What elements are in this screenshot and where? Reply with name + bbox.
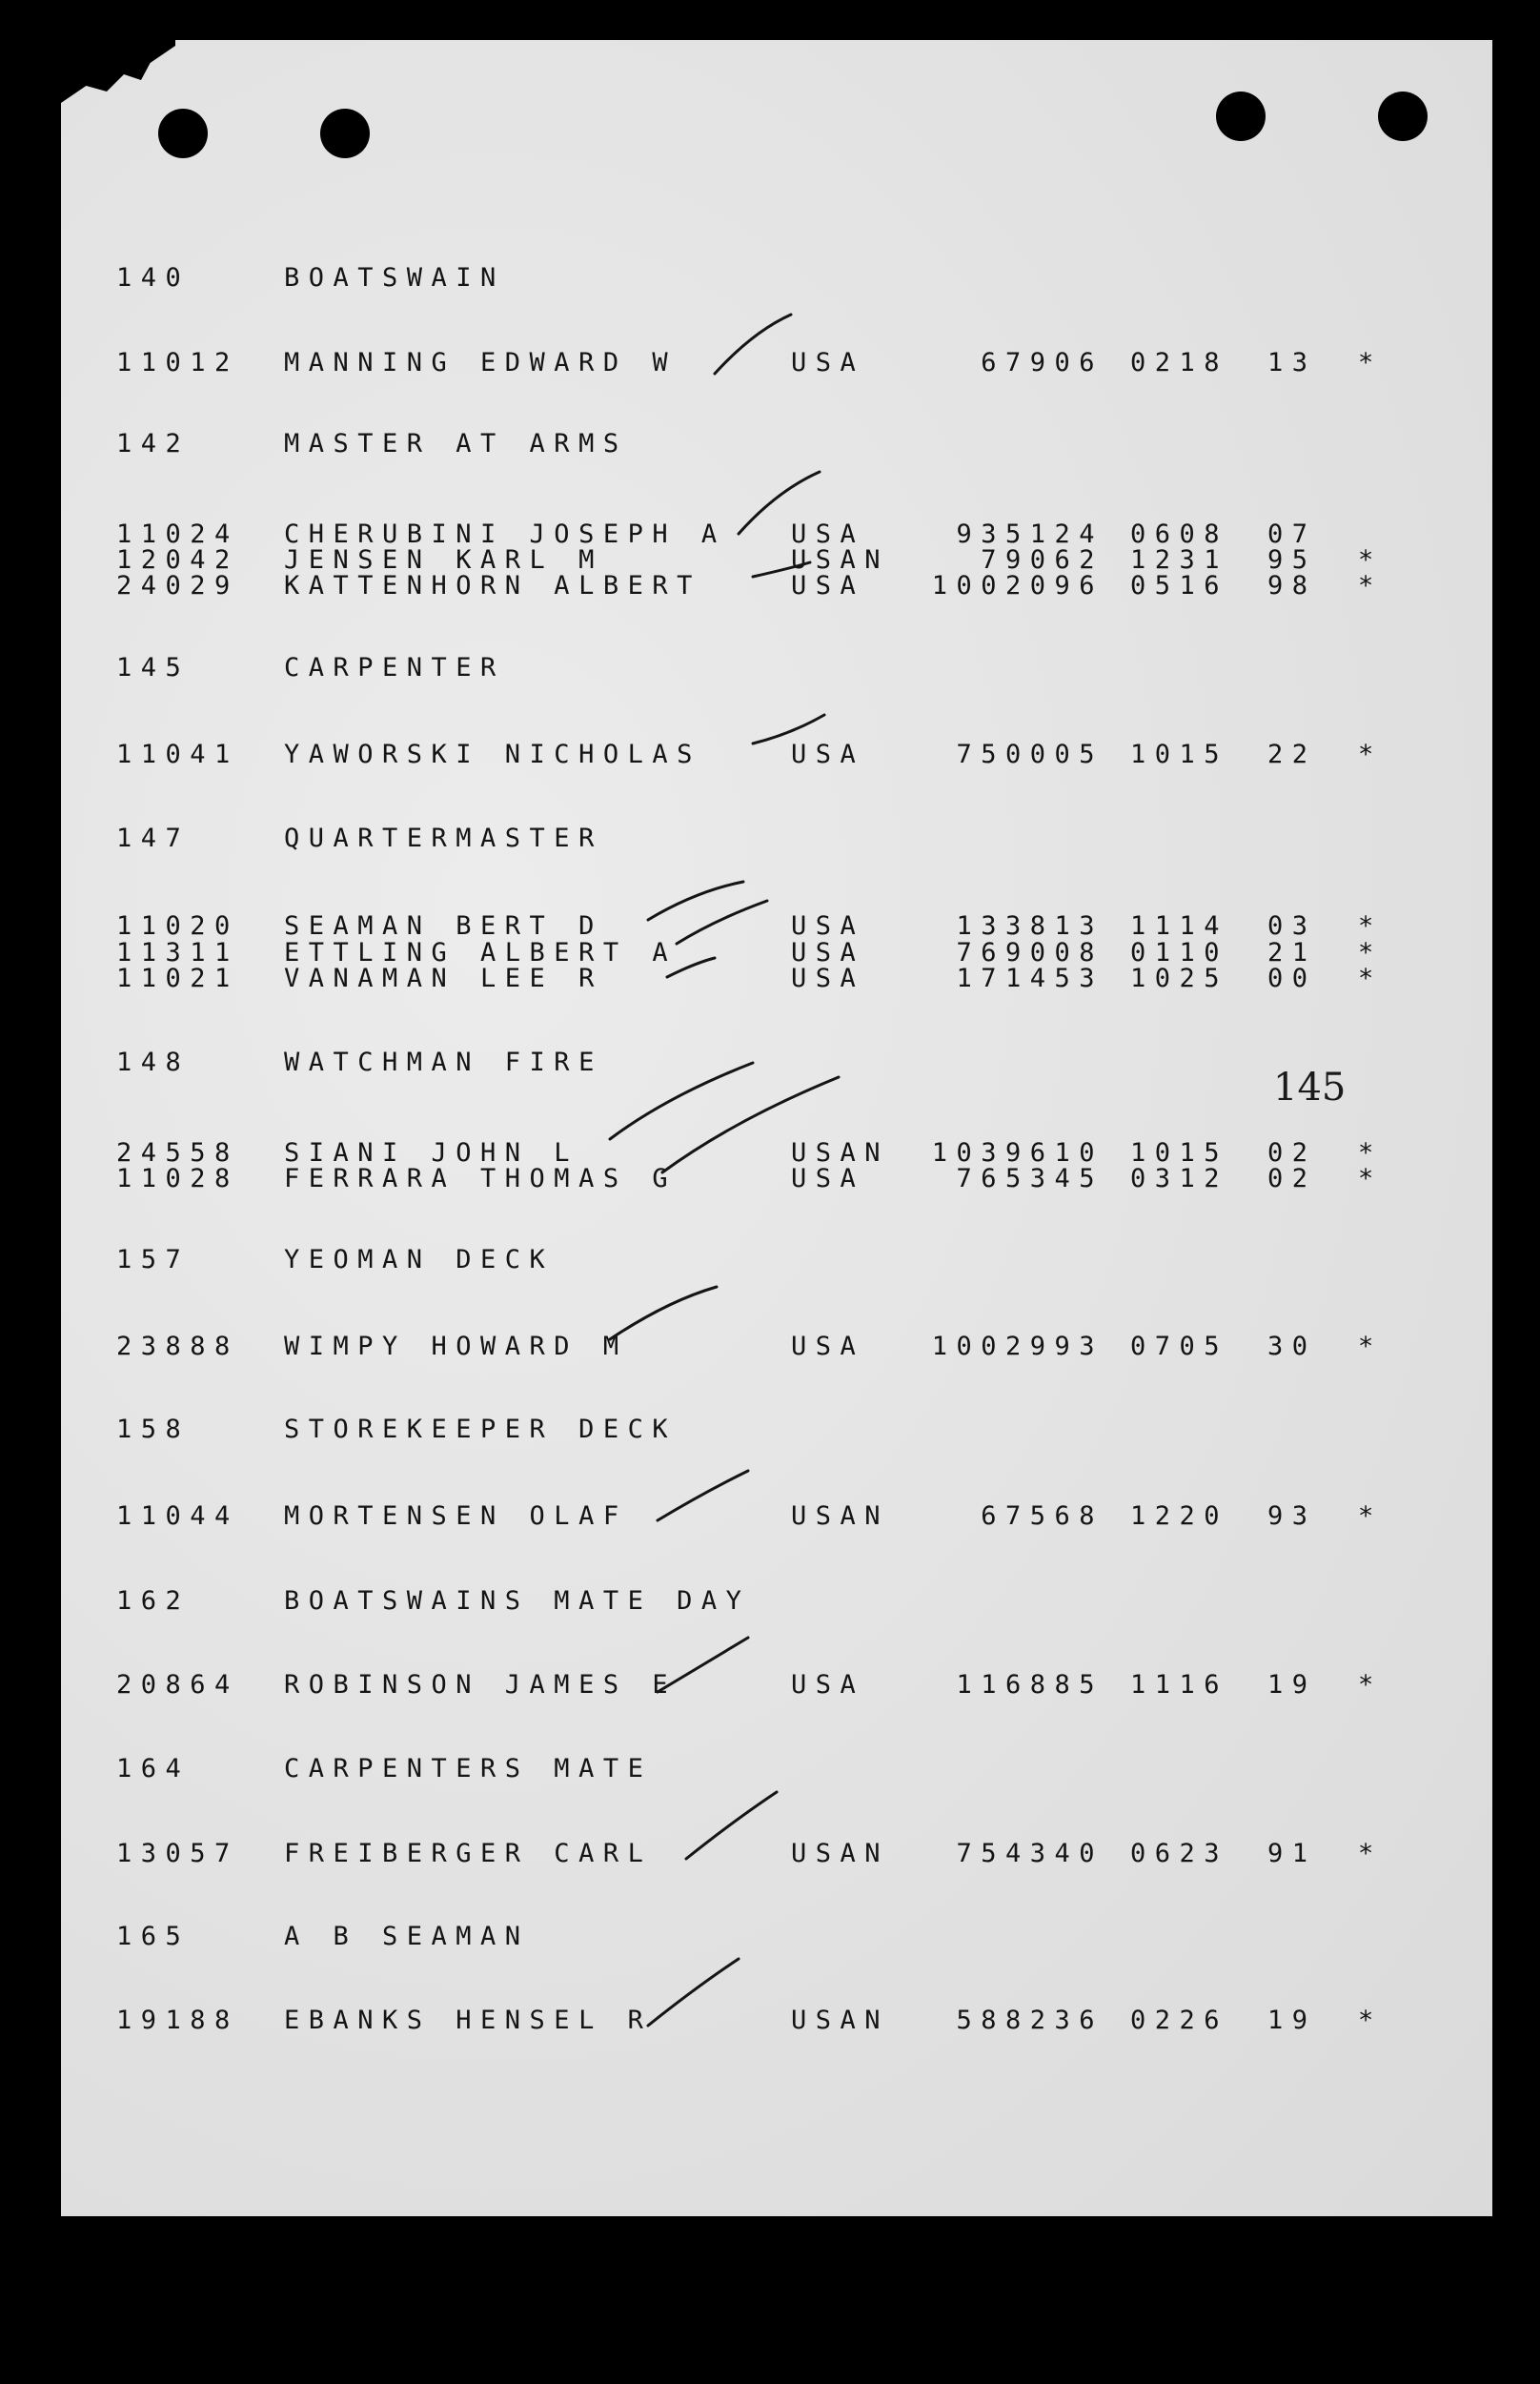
citizenship: USA <box>791 911 865 941</box>
crew-name: EBANKS HENSEL R <box>284 2006 653 2035</box>
asterisk-mark: * <box>1358 1839 1383 1868</box>
crew-name: MANNING EDWARD W <box>284 348 678 377</box>
asterisk-mark: * <box>1358 740 1383 769</box>
asterisk-mark: * <box>1358 938 1383 968</box>
crew-name: MORTENSEN OLAF <box>284 1501 628 1531</box>
date-code: 1015 <box>1130 1138 1229 1168</box>
check-mark <box>753 715 824 744</box>
year-code: 30 <box>1267 1332 1317 1361</box>
citizenship: USA <box>791 964 865 993</box>
certificate-number: 754340 <box>956 1839 1104 1868</box>
date-code: 1015 <box>1130 740 1229 769</box>
asterisk-mark: * <box>1358 1670 1383 1700</box>
citizenship: USAN <box>791 545 890 575</box>
year-code: 02 <box>1267 1138 1317 1168</box>
date-code: 0516 <box>1130 571 1229 601</box>
section-code: 145 <box>116 653 191 683</box>
section-title: A B SEAMAN <box>284 1922 530 1951</box>
handwritten-page-number: 145 <box>1273 1066 1347 1110</box>
section-title: BOATSWAINS MATE DAY <box>284 1586 751 1616</box>
year-code: 07 <box>1267 520 1317 549</box>
crew-id: 24029 <box>116 571 239 601</box>
certificate-number: 769008 <box>956 938 1104 968</box>
asterisk-mark: * <box>1358 545 1383 575</box>
crew-id: 19188 <box>116 2006 239 2035</box>
crew-id: 11044 <box>116 1501 239 1531</box>
certificate-number: 133813 <box>956 911 1104 941</box>
check-mark <box>715 315 791 374</box>
crew-name: SIANI JOHN L <box>284 1138 579 1168</box>
year-code: 22 <box>1267 740 1317 769</box>
citizenship: USA <box>791 1164 865 1193</box>
date-code: 0218 <box>1130 348 1229 377</box>
citizenship: USAN <box>791 1839 890 1868</box>
section-code: 162 <box>116 1586 191 1616</box>
crew-name: YAWORSKI NICHOLAS <box>284 740 701 769</box>
crew-id: 11028 <box>116 1164 239 1193</box>
section-code: 148 <box>116 1048 191 1077</box>
certificate-number: 588236 <box>956 2006 1104 2035</box>
section-code: 164 <box>116 1754 191 1783</box>
section-code: 140 <box>116 263 191 293</box>
crew-name: CHERUBINI JOSEPH A <box>284 520 726 549</box>
section-title: BOATSWAIN <box>284 263 505 293</box>
citizenship: USAN <box>791 1138 890 1168</box>
citizenship: USA <box>791 520 865 549</box>
crew-id: 13057 <box>116 1839 239 1868</box>
asterisk-mark: * <box>1358 911 1383 941</box>
year-code: 91 <box>1267 1839 1317 1868</box>
citizenship: USAN <box>791 2006 890 2035</box>
date-code: 0312 <box>1130 1164 1229 1193</box>
certificate-number: 116885 <box>956 1670 1104 1700</box>
citizenship: USA <box>791 571 865 601</box>
asterisk-mark: * <box>1358 964 1383 993</box>
check-mark <box>667 958 715 977</box>
check-mark <box>686 1792 777 1859</box>
asterisk-mark: * <box>1358 1501 1383 1531</box>
crew-name: WIMPY HOWARD M <box>284 1332 628 1361</box>
crew-name: VANAMAN LEE R <box>284 964 603 993</box>
section-title: CARPENTER <box>284 653 505 683</box>
year-code: 02 <box>1267 1164 1317 1193</box>
section-title: STOREKEEPER DECK <box>284 1415 678 1444</box>
section-title: WATCHMAN FIRE <box>284 1048 603 1077</box>
year-code: 03 <box>1267 911 1317 941</box>
citizenship: USA <box>791 740 865 769</box>
crew-name: JENSEN KARL M <box>284 545 603 575</box>
section-code: 157 <box>116 1245 191 1274</box>
asterisk-mark: * <box>1358 1164 1383 1193</box>
citizenship: USA <box>791 1332 865 1361</box>
certificate-number: 765345 <box>956 1164 1104 1193</box>
certificate-number: 67906 <box>981 348 1104 377</box>
crew-name: ROBINSON JAMES E <box>284 1670 678 1700</box>
asterisk-mark: * <box>1358 2006 1383 2035</box>
year-code: 93 <box>1267 1501 1317 1531</box>
section-code: 147 <box>116 824 191 853</box>
asterisk-mark: * <box>1358 571 1383 601</box>
crew-name: KATTENHORN ALBERT <box>284 571 701 601</box>
check-mark <box>739 472 820 534</box>
certificate-number: 750005 <box>956 740 1104 769</box>
date-code: 1231 <box>1130 545 1229 575</box>
check-mark <box>677 901 767 944</box>
check-mark <box>658 1638 748 1692</box>
crew-name: FREIBERGER CARL <box>284 1839 653 1868</box>
date-code: 1114 <box>1130 911 1229 941</box>
section-code: 165 <box>116 1922 191 1951</box>
section-code: 142 <box>116 429 191 458</box>
date-code: 0608 <box>1130 520 1229 549</box>
certificate-number: 1039610 <box>931 1138 1104 1168</box>
certificate-number: 171453 <box>956 964 1104 993</box>
certificate-number: 67568 <box>981 1501 1104 1531</box>
crew-id: 11024 <box>116 520 239 549</box>
crew-id: 11021 <box>116 964 239 993</box>
section-title: MASTER AT ARMS <box>284 429 628 458</box>
citizenship: USA <box>791 1670 865 1700</box>
crew-name: FERRARA THOMAS G <box>284 1164 678 1193</box>
year-code: 95 <box>1267 545 1317 575</box>
year-code: 98 <box>1267 571 1317 601</box>
check-mark <box>648 882 743 920</box>
check-mark <box>658 1471 748 1520</box>
date-code: 0623 <box>1130 1839 1229 1868</box>
date-code: 0705 <box>1130 1332 1229 1361</box>
year-code: 21 <box>1267 938 1317 968</box>
crew-id: 24558 <box>116 1138 239 1168</box>
crew-id: 12042 <box>116 545 239 575</box>
date-code: 1025 <box>1130 964 1229 993</box>
crew-name: ETTLING ALBERT A <box>284 938 678 968</box>
check-mark <box>648 1959 739 2026</box>
year-code: 00 <box>1267 964 1317 993</box>
date-code: 0110 <box>1130 938 1229 968</box>
asterisk-mark: * <box>1358 1138 1383 1168</box>
crew-name: SEAMAN BERT D <box>284 911 603 941</box>
year-code: 19 <box>1267 2006 1317 2035</box>
section-code: 158 <box>116 1415 191 1444</box>
year-code: 19 <box>1267 1670 1317 1700</box>
date-code: 0226 <box>1130 2006 1229 2035</box>
crew-id: 11311 <box>116 938 239 968</box>
crew-id: 11041 <box>116 740 239 769</box>
check-mark <box>753 562 810 577</box>
year-code: 13 <box>1267 348 1317 377</box>
crew-id: 20864 <box>116 1670 239 1700</box>
asterisk-mark: * <box>1358 1332 1383 1361</box>
section-title: CARPENTERS MATE <box>284 1754 653 1783</box>
certificate-number: 1002993 <box>931 1332 1104 1361</box>
crew-id: 23888 <box>116 1332 239 1361</box>
section-title: QUARTERMASTER <box>284 824 603 853</box>
citizenship: USA <box>791 348 865 377</box>
check-mark <box>610 1287 717 1339</box>
citizenship: USAN <box>791 1501 890 1531</box>
crew-id: 11012 <box>116 348 239 377</box>
section-title: YEOMAN DECK <box>284 1245 555 1274</box>
asterisk-mark: * <box>1358 348 1383 377</box>
certificate-number: 935124 <box>956 520 1104 549</box>
citizenship: USA <box>791 938 865 968</box>
certificate-number: 1002096 <box>931 571 1104 601</box>
date-code: 1116 <box>1130 1670 1229 1700</box>
crew-id: 11020 <box>116 911 239 941</box>
date-code: 1220 <box>1130 1501 1229 1531</box>
certificate-number: 79062 <box>981 545 1104 575</box>
